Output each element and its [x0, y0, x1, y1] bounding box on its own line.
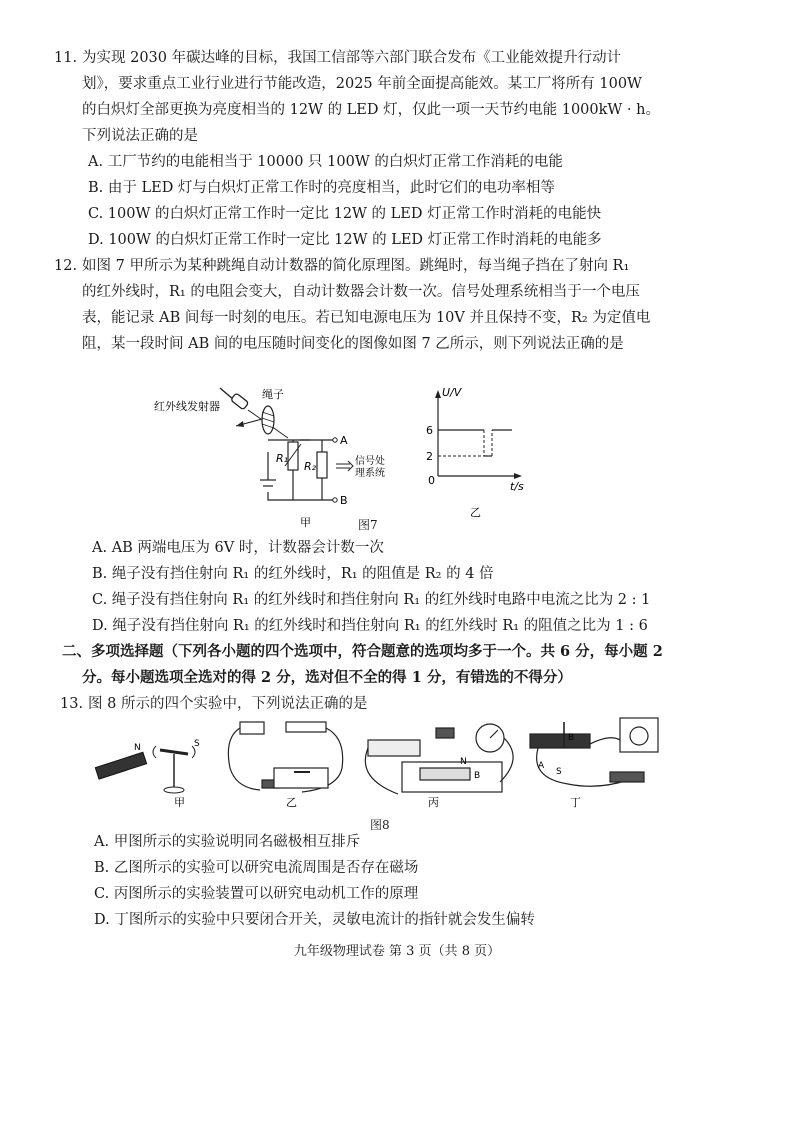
q12-option-b: B. 绳子没有挡住射向 R₁ 的红外线时，R₁ 的阻值是 R₂ 的 4 倍: [92, 566, 494, 582]
q11-stem-line: 下列说法正确的是: [82, 128, 198, 144]
a-label: A: [340, 434, 348, 447]
q12-option-d: D. 绳子没有挡住射向 R₁ 的红外线时和挡住射向 R₁ 的红外线时 R₁ 的阻值之比为 1 : 6: [92, 618, 648, 634]
q11-option-a: A. 工厂节约的电能相当于 10000 只 100W 的白炽灯正常工作消耗的电能: [88, 154, 563, 170]
experiment-a-magnet-compass-icon: [95, 746, 195, 793]
q11-stem-line: 划》，要求重点工业行业进行节能改造，2025 年前全面提高能效。某工厂将所有 100W: [82, 76, 642, 92]
q13-option-d: D. 丁图所示的实验中只要闭合开关，灵敏电流计的指针就会发生偏转: [94, 912, 535, 928]
y-axis-label: U/V: [442, 386, 462, 399]
subfigure-b-label: 乙: [470, 506, 481, 519]
figure-8: [90, 716, 710, 826]
a-label-d: A: [538, 761, 545, 771]
figure-8-caption: 图8: [370, 818, 390, 832]
signal-label-1: 信号处: [355, 456, 385, 467]
q11-stem-line: 的白炽灯全部更换为亮度相当的 12W 的 LED 灯，仅此一项一天节约电能 1000kW · h。: [82, 102, 660, 118]
subfigure-a-label: 甲: [174, 796, 185, 809]
q12-option-a: A. AB 两端电压为 6V 时，计数器会计数一次: [92, 540, 384, 556]
signal-arrow-icon: [336, 461, 353, 471]
experiment-d-induction-icon: [530, 718, 658, 786]
subfigure-d-label: 丁: [570, 796, 581, 809]
origin-label: 0: [428, 474, 435, 487]
q13-option-a: A. 甲图所示的实验说明同名磁极相互排斥: [94, 834, 361, 850]
b-label: B: [340, 494, 348, 507]
s-pole-label: S: [194, 739, 200, 749]
x-axis-label: t/s: [510, 480, 524, 493]
q12-stem-line: 阻，某一段时间 AB 间的电压随时间变化的图像如图 7 乙所示，则下列说法正确的是: [82, 336, 624, 352]
q11-option-b: B. 由于 LED 灯与白炽灯正常工作时的亮度相当，此时它们的电功率相等: [88, 180, 555, 196]
section-2-heading: 二、多项选择题（下列各小题的四个选项中，符合题意的选项均多于一个。共 6 分，每小题 2: [62, 643, 663, 660]
subfigure-c-label: 丙: [428, 796, 439, 809]
q13-option-c: C. 丙图所示的实验装置可以研究电动机工作的原理: [94, 886, 419, 902]
q11-option-d: D. 100W 的白炽灯正常工作时一定比 12W 的 LED 灯正常工作时消耗的电能多: [88, 232, 602, 248]
beam-arrowhead: [236, 421, 244, 427]
rope-icon: [262, 406, 274, 434]
q11-stem-line: 为实现 2030 年碳达峰的目标，我国工信部等六部门联合发布《工业能效提升行动计: [82, 50, 622, 66]
q11-number: 11.: [54, 50, 78, 66]
q12-stem-line: 如图 7 甲所示为某种跳绳自动计数器的简化原理图。跳绳时，每当绳子挡在了射向 R₁: [82, 258, 630, 274]
q12-stem-line: 的红外线时，R₁ 的电阻会变大，自动计数器会计数一次。信号处理系统相当于一个电压: [82, 284, 640, 300]
page-footer: 九年级物理试卷 第 3 页（共 8 页）: [293, 944, 501, 959]
tick-6: 6: [426, 424, 433, 437]
terminal-a: [333, 438, 337, 442]
n-pole-label: N: [134, 743, 141, 753]
section-2-heading-cont: 分。每小题选项全选对的得 2 分，选对但不全的得 1 分，有错选的不得分）: [82, 669, 572, 686]
figure-7-caption: 图7: [358, 518, 378, 532]
infrared-emitter-icon: [220, 388, 249, 410]
b-label-c: B: [474, 771, 481, 781]
q12-option-c: C. 绳子没有挡住射向 R₁ 的红外线时和挡住射向 R₁ 的红外线时电路中电流之比为 2 : 1: [92, 592, 651, 608]
q11-option-c: C. 100W 的白炽灯正常工作时一定比 12W 的 LED 灯正常工作时消耗的电能快: [88, 206, 602, 222]
r1-label: R₁: [276, 452, 289, 465]
terminal-b: [333, 498, 337, 502]
r2-label: R₂: [304, 460, 317, 473]
q13-stem: 图 8 所示的四个实验中，下列说法正确的是: [88, 696, 368, 712]
n-label-c: N: [460, 757, 467, 767]
voltage-time-graph: [435, 390, 522, 479]
q12-stem-line: 表，能记录 AB 间每一时刻的电压。若已知电源电压为 10V 并且保持不变，R₂ 为定值电: [82, 310, 651, 326]
q13-number: 13.: [60, 696, 84, 712]
experiment-b-oersted-icon: [228, 722, 342, 792]
signal-label-2: 理系统: [355, 468, 385, 479]
s-label-d: S: [556, 767, 562, 777]
experiment-c-motor-icon: [365, 724, 513, 794]
b-label-d: B: [568, 733, 575, 743]
subfigure-a-label: 甲: [300, 516, 311, 529]
emitter-label: 红外线发射器: [154, 400, 220, 413]
figure-7: [150, 380, 530, 530]
subfigure-b-label: 乙: [286, 796, 297, 809]
tick-2: 2: [426, 450, 433, 463]
q13-option-b: B. 乙图所示的实验可以研究电流周围是否存在磁场: [94, 860, 419, 876]
q12-number: 12.: [54, 258, 78, 274]
rope-label: 绳子: [262, 388, 284, 401]
